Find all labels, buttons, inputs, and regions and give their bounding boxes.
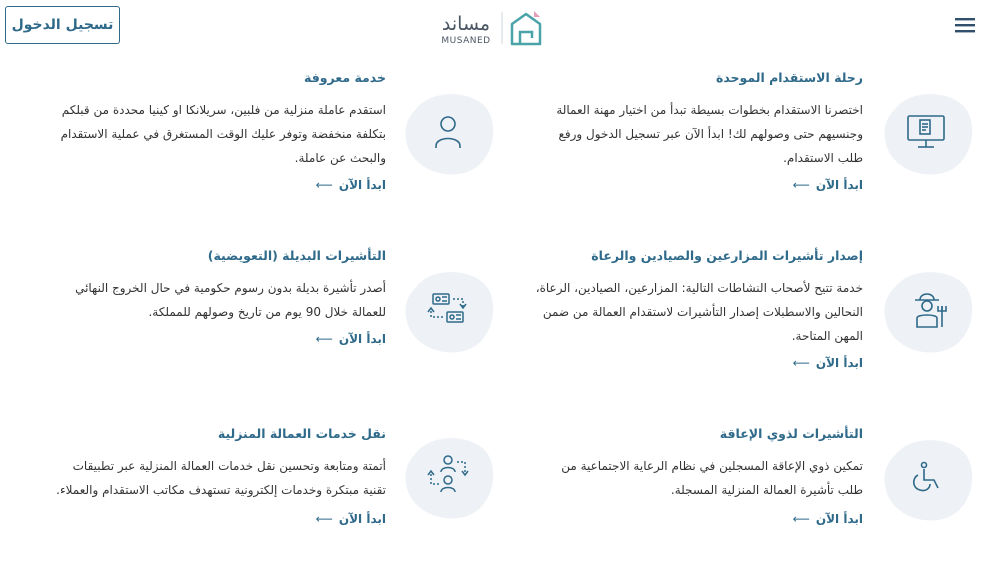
logo-mark-icon bbox=[436, 8, 548, 46]
card-unified-recruitment bbox=[500, 70, 863, 230]
logo-latin: MUSANED bbox=[441, 36, 491, 46]
disability-icon-badge bbox=[882, 432, 974, 524]
card-description: استقدم عاملة منزلية من فلبين، سريلانكا او كينيا محددة من قبلكم بتكلفة منخفضة وتوفر عليك الوقت المستغرق في عملية الاستقدام والبحث عن عاملة. bbox=[60, 103, 386, 165]
card-description: تمكين ذوي الإعاقة المسجلين في نظام الرعاية الاجتماعية من طلب تأشيرة العمالة المنزلية المسجلة. bbox=[561, 459, 863, 497]
card-replacement-visas bbox=[10, 248, 386, 408]
hamburger-menu-icon[interactable] bbox=[955, 16, 975, 34]
arrow-left-icon: ⟵ bbox=[315, 178, 333, 192]
card-description: أصدر تأشيرة بديلة بدون رسوم حكومية في حال الخروج النهائي للعمالة خلال 90 يوم من تاريخ وصولهم للمملكة. bbox=[75, 281, 386, 319]
card-farmers-visas bbox=[500, 248, 863, 408]
start-now-link[interactable]: ابدأ الآن⟵ bbox=[792, 356, 863, 370]
arrow-left-icon: ⟵ bbox=[315, 512, 333, 526]
replacement-icon-badge bbox=[403, 264, 495, 356]
start-now-link[interactable]: ابدأ الآن⟵ bbox=[315, 512, 386, 526]
card-description: اختصرنا الاستقدام بخطوات بسيطة تبدأ من اختيار مهنة العمالة وجنسيهم حتى وصولهم لك! ابدأ الآن عبر تسجيل الدخول ورفع طلب الاستقدام. bbox=[556, 103, 863, 165]
arrow-left-icon: ⟵ bbox=[792, 178, 810, 192]
card-title: نقل خدمات العمالة المنزلية bbox=[217, 426, 386, 441]
logo-arabic: مساند bbox=[441, 13, 491, 35]
unified-icon-badge bbox=[882, 86, 974, 178]
card-worker-transfer bbox=[10, 426, 386, 586]
transfer-icon-badge bbox=[403, 430, 495, 522]
card-known-service bbox=[10, 70, 386, 230]
start-now-link[interactable]: ابدأ الآن⟵ bbox=[792, 178, 863, 192]
header bbox=[0, 0, 1002, 56]
start-now-link[interactable]: ابدأ الآن⟵ bbox=[315, 178, 386, 192]
start-now-link[interactable]: ابدأ الآن⟵ bbox=[315, 332, 386, 346]
card-title: رحلة الاستقدام الموحدة bbox=[715, 70, 863, 85]
card-title: التأشيرات البديلة (التعويضية) bbox=[207, 248, 386, 263]
arrow-left-icon: ⟵ bbox=[792, 512, 810, 526]
card-title: التأشيرات لذوي الإعاقة bbox=[719, 426, 863, 441]
farmers-icon-badge bbox=[882, 264, 974, 356]
card-disability-visas bbox=[500, 426, 863, 586]
arrow-left-icon: ⟵ bbox=[792, 356, 810, 370]
card-description: خدمة تتيح لأصحاب النشاطات التالية: المزارعين، الصيادين، الرعاة، النحالين والاسطبلات إصدار التأشيرات لاستقدام العمالة من ضمن المهن المتاحة. bbox=[535, 281, 863, 343]
known-icon-badge bbox=[403, 86, 495, 178]
musaned-logo[interactable] bbox=[436, 8, 548, 46]
start-now-link[interactable]: ابدأ الآن⟵ bbox=[792, 512, 863, 526]
arrow-left-icon: ⟵ bbox=[315, 332, 333, 346]
card-title: خدمة معروفة bbox=[303, 70, 386, 85]
login-button[interactable]: تسجيل الدخول bbox=[5, 6, 120, 44]
card-title: إصدار تأشيرات المزارعين والصيادين والرعاة bbox=[591, 248, 863, 263]
card-description: أتمتة ومتابعة وتحسين نقل خدمات العمالة المنزلية عبر تطبيقات تقنية مبتكرة وخدمات إلكترونية تستهدف مكاتب الاستقدام والعملاء. bbox=[56, 459, 386, 497]
